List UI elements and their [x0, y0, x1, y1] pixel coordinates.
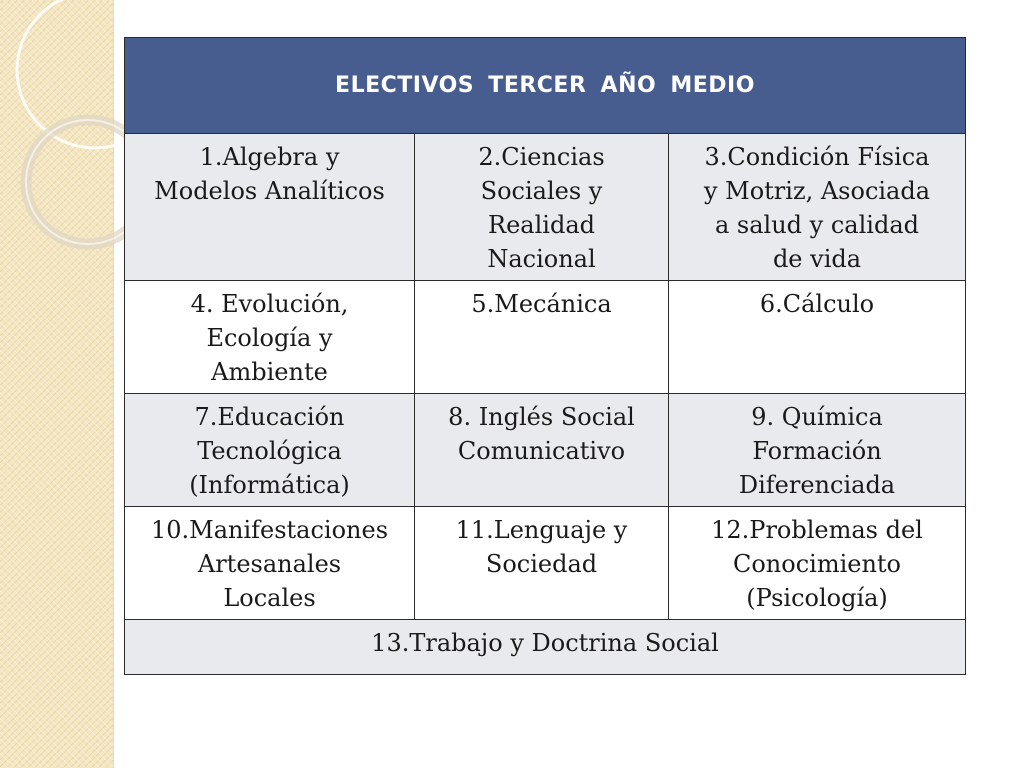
- table-row: [125, 281, 966, 394]
- electivos-table: [124, 37, 966, 675]
- table-cell: 2.Ciencias Sociales y Realidad Nacional: [415, 134, 669, 281]
- table-cell: 9. Química Formación Diferenciada: [669, 394, 966, 507]
- table-row: [125, 620, 966, 675]
- table-cell: 4. Evolución, Ecología y Ambiente: [125, 281, 415, 394]
- table-cell: 6.Cálculo: [669, 281, 966, 394]
- table-row: [125, 394, 966, 507]
- table-cell: 8. Inglés Social Comunicativo: [415, 394, 669, 507]
- electivos-table-container: [124, 37, 965, 675]
- table-footer-cell: 13.Trabajo y Doctrina Social: [125, 620, 966, 675]
- table-row: [125, 134, 966, 281]
- table-header: ELECTIVOS TERCER AÑO MEDIO: [125, 38, 966, 134]
- table-cell: 3.Condición Física y Motriz, Asociada a salud y calidad de vida: [669, 134, 966, 281]
- table-cell: 1.Algebra y Modelos Analíticos: [125, 134, 415, 281]
- table-cell: 10.Manifestaciones Artesanales Locales: [125, 507, 415, 620]
- table-cell: 7.Educación Tecnológica (Informática): [125, 394, 415, 507]
- table-cell: 11.Lenguaje y Sociedad: [415, 507, 669, 620]
- decorative-rings-icon: [0, 0, 140, 260]
- table-cell: 5.Mecánica: [415, 281, 669, 394]
- table-cell: 12.Problemas del Conocimiento (Psicología): [669, 507, 966, 620]
- table-row: [125, 507, 966, 620]
